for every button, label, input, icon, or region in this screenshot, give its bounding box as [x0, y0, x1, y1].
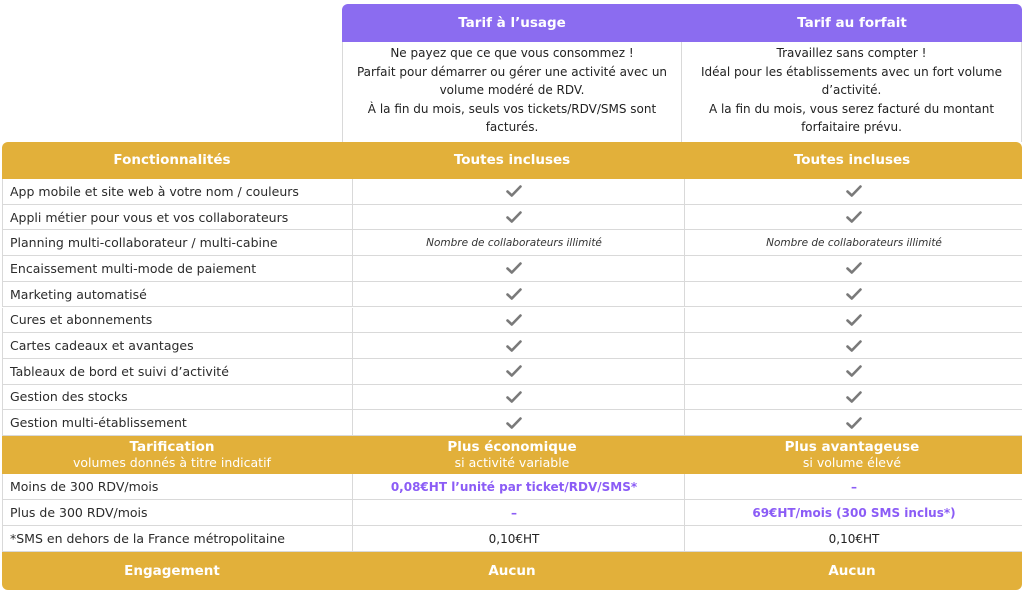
pricing-col2-sub: si volume élevé — [802, 455, 902, 470]
engagement-col2: Aucun — [828, 562, 876, 579]
desc-line: forfaitaire prévu. — [801, 120, 902, 134]
desc-line: Idéal pour les établissements avec un fort volume — [701, 64, 1002, 79]
check-icon — [344, 179, 685, 204]
price-value: 69€HT/mois (300 SMS inclus*) — [752, 505, 956, 520]
feature-note: Nombre de collaborateurs illimité — [426, 236, 602, 249]
plan-header-usage — [342, 4, 682, 42]
feature-row — [2, 282, 1022, 308]
feature-row — [2, 308, 1022, 334]
price-value: 0,08€HT l’unité par ticket/RDV/SMS* — [390, 479, 638, 494]
check-icon — [684, 179, 1024, 204]
price-value: 0,10€HT — [488, 531, 540, 546]
plan-title: Tarif à l’usage — [458, 15, 566, 31]
pricing-band — [2, 436, 1022, 474]
features-table — [2, 179, 1022, 436]
feature-row — [2, 205, 1022, 231]
cell-value — [344, 230, 685, 255]
features-col1: Toutes incluses — [453, 152, 571, 168]
check-icon — [684, 410, 1024, 435]
check-icon — [344, 410, 685, 435]
pricing-col1: Plus économique — [447, 439, 577, 455]
pricing-label-sub: volumes donnés à titre indicatif — [73, 455, 271, 470]
check-icon — [684, 256, 1024, 281]
row-label: Appli métier pour vous et vos collaborateurs — [2, 205, 353, 230]
features-col2: Toutes incluses — [793, 152, 911, 168]
feature-row — [2, 359, 1022, 385]
pricing-col1-sub: si activité variable — [454, 455, 570, 470]
desc-line: A la fin du mois, vous serez facturé du montant — [708, 101, 995, 116]
desc-line: À la fin du mois, seuls vos tickets/RDV/SMS sont — [367, 101, 657, 116]
check-icon — [684, 359, 1024, 384]
check-icon — [344, 256, 685, 281]
price-value: 0,10€HT — [828, 531, 880, 546]
check-icon — [684, 308, 1024, 333]
check-icon — [344, 359, 685, 384]
pricing-row — [2, 526, 1022, 552]
row-label: Encaissement multi-mode de paiement — [2, 256, 353, 281]
row-label: Moins de 300 RDV/mois — [2, 474, 353, 499]
features-label: Fonctionnalités — [113, 152, 231, 168]
plan-description-usage — [342, 42, 682, 142]
check-icon — [684, 385, 1024, 410]
feature-row — [2, 410, 1022, 436]
price-value: – — [511, 505, 517, 520]
cell-value — [344, 526, 685, 551]
plan-title: Tarif au forfait — [797, 15, 907, 31]
cell-value — [684, 474, 1024, 499]
price-value: – — [851, 479, 857, 494]
feature-note: Nombre de collaborateurs illimité — [766, 236, 942, 249]
pricing-table — [2, 474, 1022, 552]
row-label: App mobile et site web à votre nom / couleurs — [2, 179, 353, 204]
cell-value — [684, 500, 1024, 525]
row-label: Marketing automatisé — [2, 282, 353, 307]
check-icon — [344, 205, 685, 230]
engagement-label: Engagement — [124, 562, 220, 579]
plan-description-forfait — [682, 42, 1022, 142]
feature-row — [2, 385, 1022, 411]
pricing-col2: Plus avantageuse — [784, 439, 920, 455]
row-label: Planning multi-collaborateur / multi-cabine — [2, 230, 353, 255]
pricing-row — [2, 474, 1022, 500]
row-label: Cures et abonnements — [2, 308, 353, 333]
desc-line: Travaillez sans compter ! — [776, 46, 927, 60]
feature-row — [2, 333, 1022, 359]
desc-line: Ne payez que ce que vous consommez ! — [390, 46, 634, 60]
check-icon — [684, 205, 1024, 230]
check-icon — [684, 282, 1024, 307]
desc-line: volume modéré de RDV. — [439, 83, 585, 97]
check-icon — [344, 308, 685, 333]
row-label: Plus de 300 RDV/mois — [2, 500, 353, 525]
engagement-band — [2, 552, 1022, 590]
row-label: Gestion multi-établissement — [2, 410, 353, 435]
engagement-col1: Aucun — [488, 562, 536, 579]
row-label: Cartes cadeaux et avantages — [2, 333, 353, 358]
cell-value — [684, 526, 1024, 551]
desc-line: Parfait pour démarrer ou gérer une activité avec un — [356, 64, 668, 79]
plan-header-forfait — [682, 4, 1022, 42]
check-icon — [344, 333, 685, 358]
check-icon — [344, 282, 685, 307]
feature-row — [2, 230, 1022, 256]
desc-line: d’activité. — [821, 83, 882, 97]
pricing-row — [2, 500, 1022, 526]
desc-line: facturés. — [485, 120, 539, 134]
cell-value — [684, 230, 1024, 255]
cell-value — [344, 474, 685, 499]
row-label: Tableaux de bord et suivi d’activité — [2, 359, 353, 384]
row-label: *SMS en dehors de la France métropolitaine — [2, 526, 353, 551]
row-label: Gestion des stocks — [2, 385, 353, 410]
cell-value — [344, 500, 685, 525]
feature-row — [2, 179, 1022, 205]
check-icon — [344, 385, 685, 410]
features-band — [2, 142, 1022, 179]
feature-row — [2, 256, 1022, 282]
check-icon — [684, 333, 1024, 358]
pricing-label: Tarification — [129, 439, 215, 455]
